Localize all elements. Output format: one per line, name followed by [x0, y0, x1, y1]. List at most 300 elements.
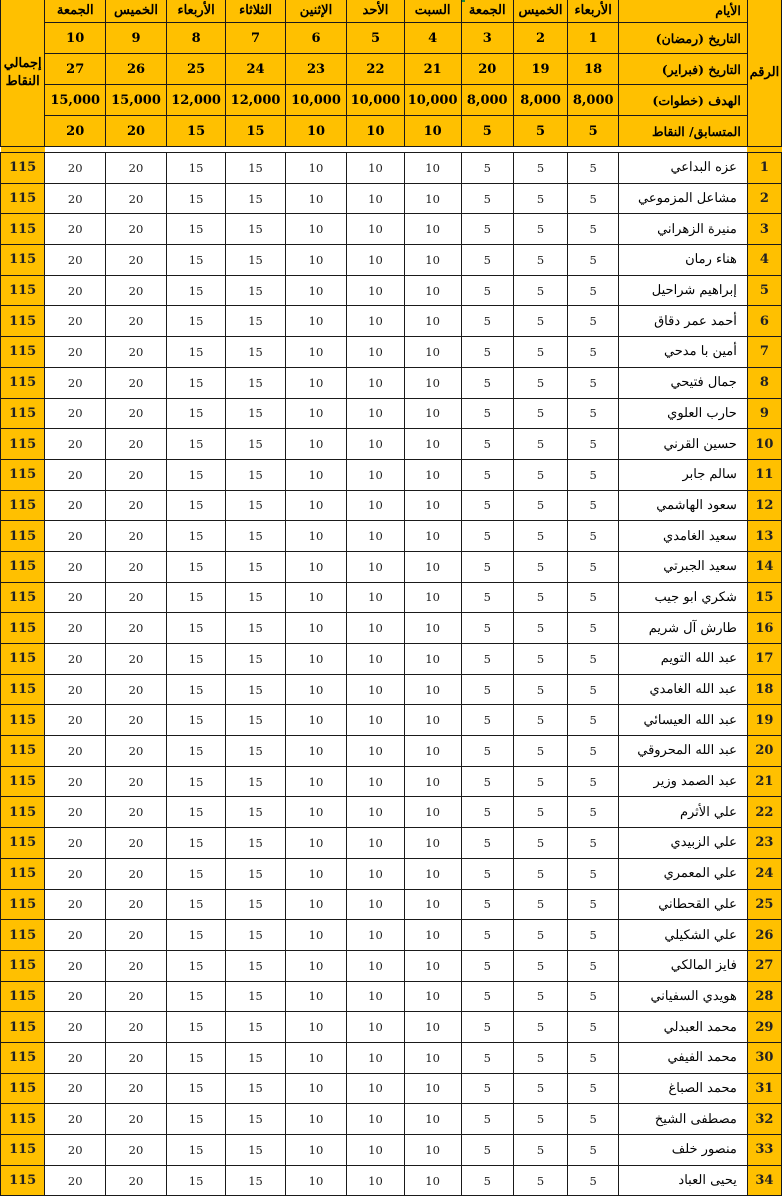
score-cell: 20: [45, 275, 106, 306]
table-row: [1, 766, 782, 797]
score-cell: 20: [45, 337, 106, 368]
total-points: 115: [1, 981, 45, 1012]
score-cell: 20: [45, 490, 106, 521]
row-number: 6: [747, 306, 781, 337]
score-cell: 10: [347, 245, 404, 276]
score-cell: 10: [404, 981, 461, 1012]
score-cell: 10: [285, 858, 346, 889]
score-cell: 5: [461, 736, 513, 767]
score-cell: 10: [347, 766, 404, 797]
total-header: إجمالي النقاط: [1, 0, 45, 147]
score-cell: 5: [513, 582, 567, 613]
score-cell: 5: [461, 613, 513, 644]
row-number: 27: [747, 950, 781, 981]
score-cell: 10: [404, 889, 461, 920]
participant-name: يحيى العباد: [619, 1165, 748, 1196]
score-cell: 10: [285, 183, 346, 214]
participant-name: علي الشكيلي: [619, 920, 748, 951]
day-points: 20: [45, 116, 106, 147]
score-cell: 10: [285, 705, 346, 736]
day-header: الأحد: [347, 0, 404, 23]
score-cell: 10: [347, 981, 404, 1012]
table-row: [1, 459, 782, 490]
score-cell: 20: [45, 950, 106, 981]
total-points: 115: [1, 613, 45, 644]
score-cell: 5: [461, 858, 513, 889]
score-cell: 5: [568, 1073, 619, 1104]
row-number: 12: [747, 490, 781, 521]
score-cell: 10: [285, 1135, 346, 1166]
score-cell: 5: [568, 705, 619, 736]
score-cell: 10: [347, 797, 404, 828]
participant-name: إبراهيم شراحيل: [619, 275, 748, 306]
score-cell: 10: [285, 214, 346, 245]
score-cell: 10: [404, 828, 461, 859]
score-cell: 20: [106, 398, 167, 429]
score-cell: 5: [568, 521, 619, 552]
score-cell: 5: [513, 644, 567, 675]
score-cell: 20: [45, 981, 106, 1012]
goal-steps: 12,000: [166, 85, 225, 116]
score-cell: 10: [285, 1165, 346, 1196]
participant-name: منصور خلف: [619, 1135, 748, 1166]
days-row: [1, 0, 782, 23]
score-cell: 5: [568, 644, 619, 675]
row-number: 2: [747, 183, 781, 214]
score-cell: 5: [568, 214, 619, 245]
score-cell: 15: [166, 1073, 225, 1104]
score-cell: 10: [285, 981, 346, 1012]
score-cell: 5: [513, 398, 567, 429]
days-label: الأيام: [619, 0, 748, 23]
total-points: 115: [1, 797, 45, 828]
participant-name: سالم جابر: [619, 459, 748, 490]
day-points: 15: [226, 116, 285, 147]
score-cell: 20: [45, 521, 106, 552]
score-cell: 10: [404, 306, 461, 337]
row-number: 1: [747, 153, 781, 184]
total-points: 115: [1, 1135, 45, 1166]
feb-date: 25: [166, 54, 225, 85]
goal-steps: 10,000: [347, 85, 404, 116]
score-cell: 10: [347, 736, 404, 767]
row-number: 3: [747, 214, 781, 245]
ramadan-date: 5: [347, 23, 404, 54]
score-cell: 15: [166, 521, 225, 552]
table-row: [1, 705, 782, 736]
ramadan-date: 1: [568, 23, 619, 54]
row-number: 22: [747, 797, 781, 828]
score-cell: 15: [226, 736, 285, 767]
total-points: 115: [1, 889, 45, 920]
feb-date: 19: [513, 54, 567, 85]
score-cell: 10: [347, 828, 404, 859]
participant-name: أحمد عمر دقاق: [619, 306, 748, 337]
score-cell: 15: [166, 459, 225, 490]
row-number: 32: [747, 1104, 781, 1135]
score-cell: 5: [568, 429, 619, 460]
score-cell: 5: [461, 490, 513, 521]
score-cell: 5: [461, 183, 513, 214]
score-cell: 10: [404, 398, 461, 429]
score-cell: 5: [568, 1042, 619, 1073]
score-cell: 15: [226, 1012, 285, 1043]
score-cell: 20: [45, 736, 106, 767]
table-row: [1, 674, 782, 705]
participant-name: علي القحطاني: [619, 889, 748, 920]
score-cell: 10: [404, 858, 461, 889]
score-cell: 15: [166, 613, 225, 644]
score-cell: 15: [166, 889, 225, 920]
score-cell: 5: [513, 551, 567, 582]
score-cell: 10: [347, 1073, 404, 1104]
score-cell: 5: [513, 337, 567, 368]
score-cell: 20: [45, 1073, 106, 1104]
score-cell: 5: [461, 1042, 513, 1073]
total-points: 115: [1, 459, 45, 490]
score-cell: 10: [285, 674, 346, 705]
feb-date: 18: [568, 54, 619, 85]
score-cell: 15: [166, 981, 225, 1012]
row-number: 18: [747, 674, 781, 705]
score-cell: 20: [45, 459, 106, 490]
score-cell: 20: [106, 766, 167, 797]
participant-name: علي الزبيدي: [619, 828, 748, 859]
score-cell: 15: [166, 551, 225, 582]
score-cell: 20: [106, 153, 167, 184]
participant-name: عبد الله الغامدي: [619, 674, 748, 705]
score-cell: 15: [166, 367, 225, 398]
score-cell: 10: [347, 705, 404, 736]
day-points: 5: [461, 116, 513, 147]
day-header: الجمعة: [461, 0, 513, 23]
feb-date: 20: [461, 54, 513, 85]
score-cell: 5: [461, 153, 513, 184]
score-cell: 10: [285, 766, 346, 797]
total-points: 115: [1, 429, 45, 460]
table-row: [1, 981, 782, 1012]
score-cell: 15: [226, 766, 285, 797]
participant-name: محمد العبدلي: [619, 1012, 748, 1043]
score-cell: 10: [285, 797, 346, 828]
score-cell: 10: [285, 551, 346, 582]
score-cell: 10: [347, 429, 404, 460]
score-cell: 15: [166, 644, 225, 675]
row-number: 16: [747, 613, 781, 644]
score-cell: 10: [347, 183, 404, 214]
score-cell: 15: [226, 490, 285, 521]
table-row: [1, 1042, 782, 1073]
score-cell: 15: [166, 1104, 225, 1135]
total-points: 115: [1, 1104, 45, 1135]
table-row: [1, 582, 782, 613]
score-cell: 20: [45, 797, 106, 828]
score-cell: 20: [106, 920, 167, 951]
participant-name: مصطفى الشيخ: [619, 1104, 748, 1135]
score-cell: 10: [347, 1135, 404, 1166]
score-cell: 10: [404, 766, 461, 797]
score-cell: 20: [45, 306, 106, 337]
score-cell: 10: [285, 644, 346, 675]
participant-name: عبد الله العيسائي: [619, 705, 748, 736]
row-number: 19: [747, 705, 781, 736]
participant-name: فايز المالكي: [619, 950, 748, 981]
score-cell: 15: [226, 1135, 285, 1166]
score-cell: 10: [347, 613, 404, 644]
score-cell: 10: [285, 920, 346, 951]
score-cell: 10: [347, 582, 404, 613]
score-cell: 10: [285, 275, 346, 306]
score-cell: 20: [106, 705, 167, 736]
ramadan-date: 2: [513, 23, 567, 54]
score-cell: 5: [461, 674, 513, 705]
score-cell: 20: [45, 613, 106, 644]
score-cell: 10: [404, 275, 461, 306]
index-header: الرقم: [747, 0, 781, 147]
total-points: 115: [1, 766, 45, 797]
feb-date: 22: [347, 54, 404, 85]
day-header: الأربعاء: [166, 0, 225, 23]
feb-date: 27: [45, 54, 106, 85]
score-cell: 15: [226, 1042, 285, 1073]
score-cell: 5: [461, 950, 513, 981]
score-cell: 10: [285, 889, 346, 920]
score-cell: 10: [404, 459, 461, 490]
row-number: 33: [747, 1135, 781, 1166]
score-cell: 20: [106, 429, 167, 460]
score-cell: 15: [166, 828, 225, 859]
total-points: 115: [1, 306, 45, 337]
score-cell: 15: [226, 1073, 285, 1104]
participant-name: عبد الله المحروقي: [619, 736, 748, 767]
score-cell: 20: [45, 582, 106, 613]
score-cell: 5: [461, 1135, 513, 1166]
score-cell: 15: [226, 613, 285, 644]
participant-name: حارب العلوي: [619, 398, 748, 429]
score-cell: 10: [285, 429, 346, 460]
day-points: 15: [166, 116, 225, 147]
participant-name: جمال فتيحي: [619, 367, 748, 398]
table-row: [1, 183, 782, 214]
score-cell: 10: [285, 153, 346, 184]
score-cell: 10: [285, 1012, 346, 1043]
score-cell: 10: [285, 459, 346, 490]
score-cell: 20: [45, 1165, 106, 1196]
score-cell: 5: [461, 275, 513, 306]
score-cell: 10: [347, 644, 404, 675]
score-cell: 5: [513, 521, 567, 552]
total-points: 115: [1, 275, 45, 306]
score-cell: 20: [106, 1073, 167, 1104]
score-cell: 10: [404, 736, 461, 767]
total-points: 115: [1, 858, 45, 889]
score-cell: 20: [106, 367, 167, 398]
participant-name: سعيد الجبرتي: [619, 551, 748, 582]
total-points: 115: [1, 705, 45, 736]
total-points: 115: [1, 521, 45, 552]
score-cell: 15: [226, 920, 285, 951]
score-cell: 15: [166, 337, 225, 368]
points-label: المتسابق/ النقاط: [619, 116, 748, 147]
score-cell: 20: [106, 736, 167, 767]
table-row: [1, 521, 782, 552]
score-cell: 20: [106, 337, 167, 368]
score-cell: 5: [461, 367, 513, 398]
score-cell: 15: [166, 766, 225, 797]
score-cell: 5: [461, 245, 513, 276]
score-cell: 20: [106, 1135, 167, 1166]
score-cell: 15: [226, 582, 285, 613]
score-cell: 5: [461, 429, 513, 460]
score-cell: 5: [513, 459, 567, 490]
score-cell: 10: [404, 214, 461, 245]
row-number: 5: [747, 275, 781, 306]
score-cell: 15: [226, 367, 285, 398]
score-cell: 5: [568, 674, 619, 705]
score-cell: 10: [285, 1104, 346, 1135]
score-cell: 10: [404, 1042, 461, 1073]
score-cell: 5: [513, 275, 567, 306]
score-cell: 5: [513, 736, 567, 767]
goal-steps: 15,000: [106, 85, 167, 116]
score-cell: 15: [226, 858, 285, 889]
score-cell: 10: [404, 490, 461, 521]
score-cell: 5: [461, 705, 513, 736]
score-cell: 15: [166, 920, 225, 951]
score-cell: 5: [461, 521, 513, 552]
feb-date: 24: [226, 54, 285, 85]
score-cell: 10: [404, 797, 461, 828]
score-cell: 5: [461, 797, 513, 828]
score-cell: 20: [106, 551, 167, 582]
score-cell: 10: [404, 644, 461, 675]
day-header: السبت: [404, 0, 461, 23]
score-cell: 5: [513, 920, 567, 951]
score-cell: 15: [166, 797, 225, 828]
score-cell: 15: [166, 1135, 225, 1166]
goal-steps: 10,000: [404, 85, 461, 116]
score-cell: 10: [347, 1165, 404, 1196]
score-cell: 20: [106, 459, 167, 490]
score-cell: 10: [347, 337, 404, 368]
score-cell: 5: [513, 674, 567, 705]
participant-name: سعود الهاشمي: [619, 490, 748, 521]
score-cell: 5: [461, 582, 513, 613]
score-cell: 20: [45, 889, 106, 920]
score-cell: 15: [226, 183, 285, 214]
score-cell: 15: [226, 337, 285, 368]
score-cell: 5: [461, 214, 513, 245]
score-cell: 20: [45, 1042, 106, 1073]
participant-name: شكري ابو جيب: [619, 582, 748, 613]
table-row: [1, 1073, 782, 1104]
score-cell: 20: [45, 214, 106, 245]
score-cell: 5: [513, 367, 567, 398]
row-number: 20: [747, 736, 781, 767]
score-cell: 20: [106, 981, 167, 1012]
score-cell: 15: [166, 275, 225, 306]
total-points: 115: [1, 950, 45, 981]
score-cell: 5: [568, 582, 619, 613]
score-cell: 10: [285, 613, 346, 644]
ramadan-date: 10: [45, 23, 106, 54]
score-cell: 20: [106, 1012, 167, 1043]
score-cell: 20: [106, 1165, 167, 1196]
score-cell: 20: [106, 613, 167, 644]
participant-name: هويدي السفياني: [619, 981, 748, 1012]
row-number: 15: [747, 582, 781, 613]
total-points: 115: [1, 337, 45, 368]
score-cell: 5: [568, 766, 619, 797]
table-row: [1, 736, 782, 767]
table-row: [1, 398, 782, 429]
total-points: 115: [1, 183, 45, 214]
score-cell: 10: [347, 674, 404, 705]
score-cell: 10: [347, 950, 404, 981]
score-cell: 5: [513, 613, 567, 644]
score-cell: 15: [226, 275, 285, 306]
day-points: 10: [347, 116, 404, 147]
score-cell: 5: [513, 490, 567, 521]
score-cell: 5: [461, 644, 513, 675]
ramadan-date-row: [1, 23, 782, 54]
score-cell: 5: [513, 306, 567, 337]
score-cell: 5: [461, 459, 513, 490]
table-row: [1, 429, 782, 460]
score-cell: 15: [226, 797, 285, 828]
score-cell: 5: [513, 1104, 567, 1135]
score-cell: 5: [461, 398, 513, 429]
score-cell: 5: [461, 1104, 513, 1135]
score-cell: 20: [45, 245, 106, 276]
total-points: 115: [1, 551, 45, 582]
score-cell: 5: [513, 766, 567, 797]
score-cell: 10: [404, 582, 461, 613]
table-row: [1, 950, 782, 981]
score-cell: 10: [404, 1104, 461, 1135]
score-cell: 5: [568, 459, 619, 490]
total-points: 115: [1, 490, 45, 521]
score-cell: 5: [568, 245, 619, 276]
goal-steps: 8,000: [461, 85, 513, 116]
score-cell: 10: [347, 275, 404, 306]
participant-name: هناء رمان: [619, 245, 748, 276]
participant-name: علي المعمري: [619, 858, 748, 889]
score-cell: 10: [285, 1073, 346, 1104]
score-cell: 10: [285, 582, 346, 613]
score-cell: 15: [226, 981, 285, 1012]
score-cell: 15: [226, 398, 285, 429]
score-cell: 5: [568, 490, 619, 521]
score-cell: 20: [45, 429, 106, 460]
score-cell: 10: [347, 920, 404, 951]
score-cell: 5: [568, 367, 619, 398]
participant-name: حسين القرني: [619, 429, 748, 460]
score-cell: 20: [45, 1012, 106, 1043]
score-cell: 15: [166, 398, 225, 429]
row-number: 26: [747, 920, 781, 951]
total-points: 115: [1, 1165, 45, 1196]
score-cell: 20: [45, 828, 106, 859]
score-cell: 20: [45, 705, 106, 736]
day-header: الخميس: [513, 0, 567, 23]
score-cell: 5: [568, 828, 619, 859]
score-cell: 5: [461, 337, 513, 368]
score-cell: 10: [404, 613, 461, 644]
score-cell: 5: [461, 1073, 513, 1104]
score-cell: 10: [404, 521, 461, 552]
score-cell: 5: [513, 705, 567, 736]
